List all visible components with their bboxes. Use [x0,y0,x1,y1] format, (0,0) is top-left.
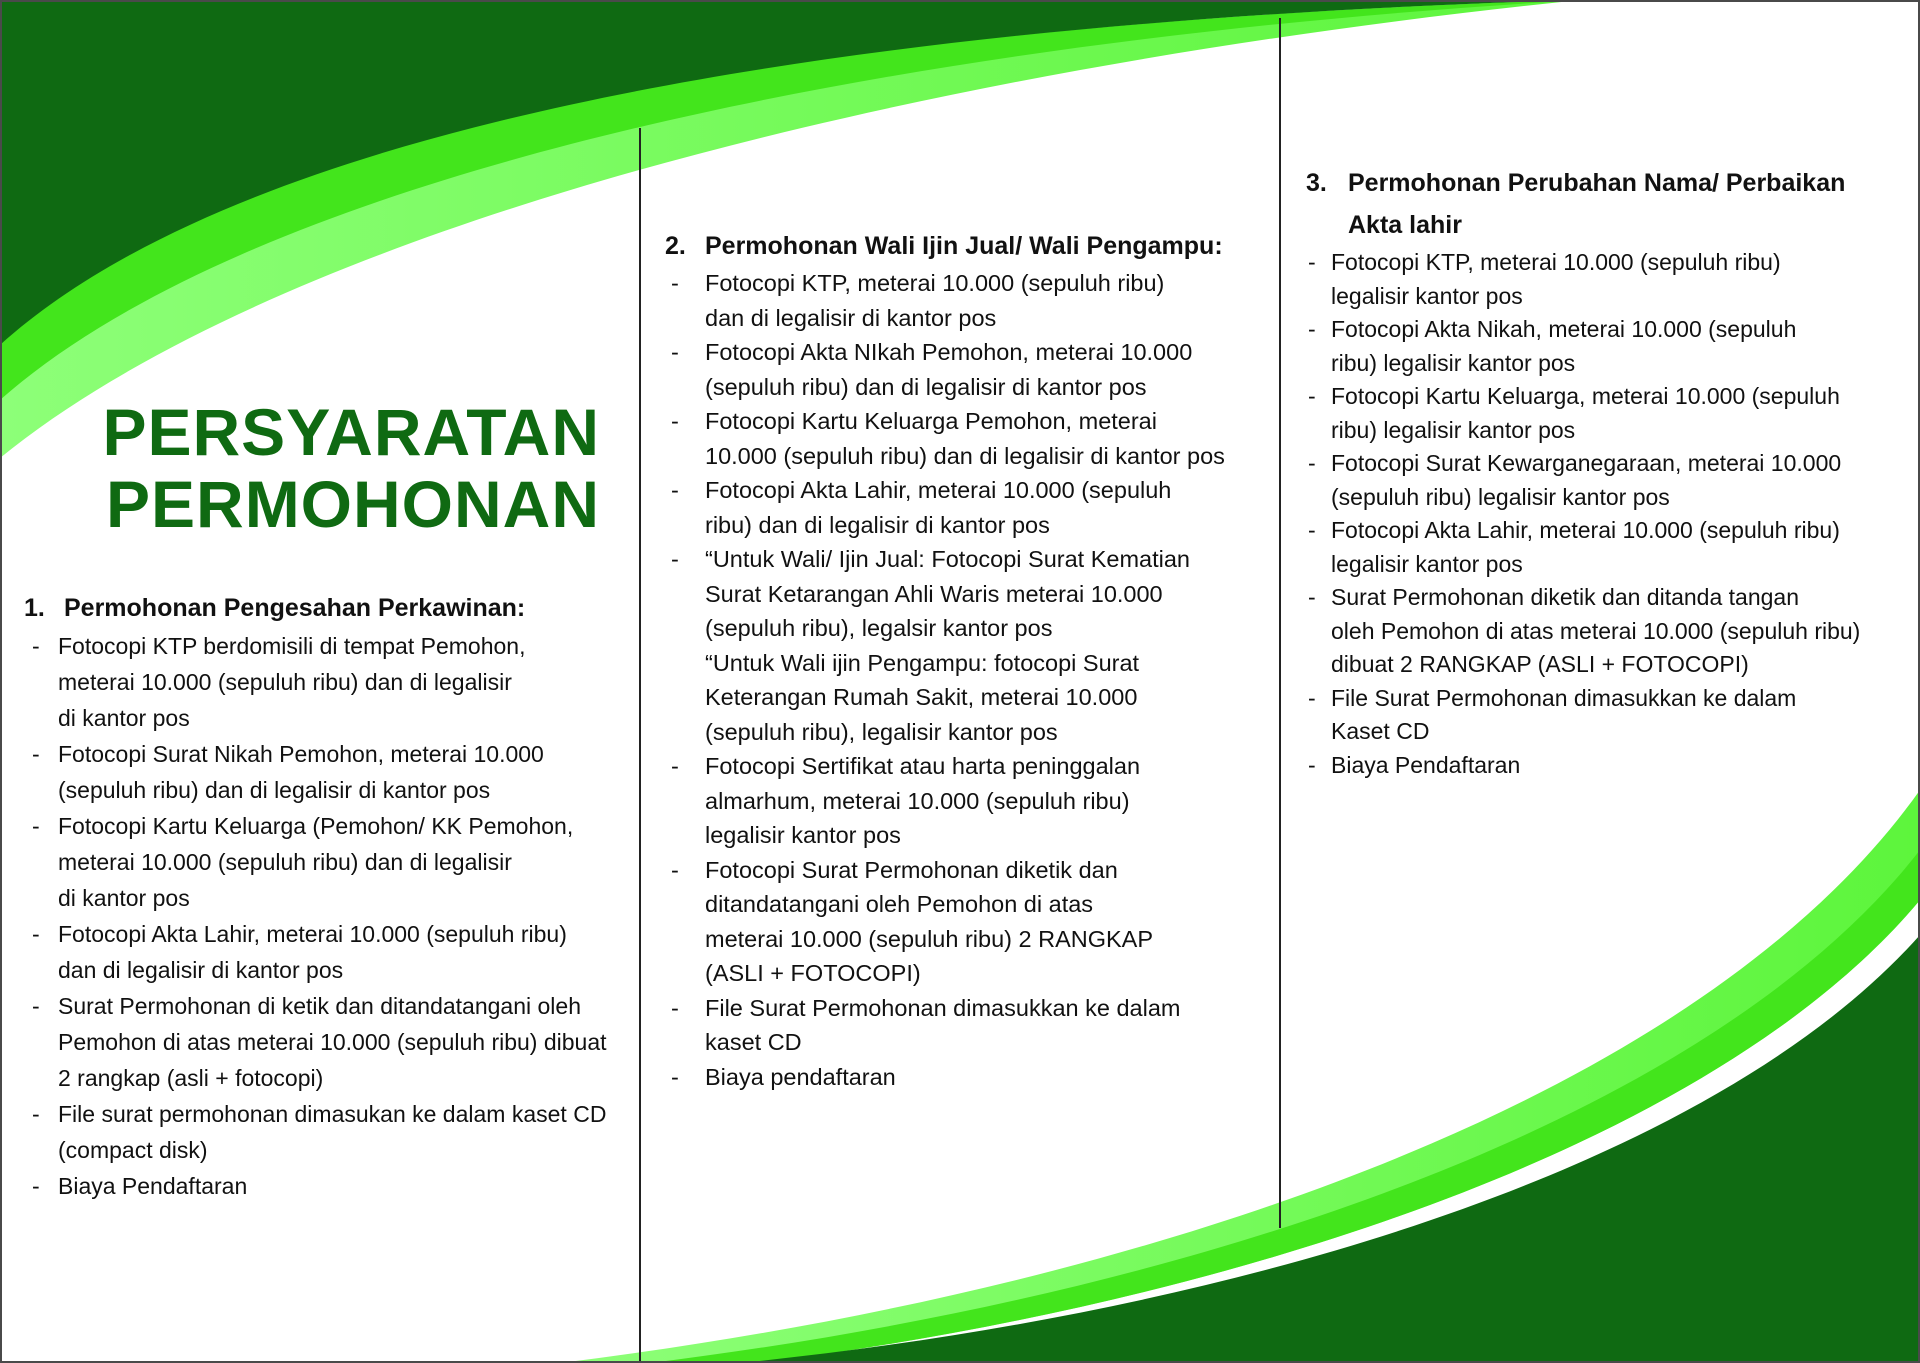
bullet-dash: - [1308,383,1316,409]
bullet-dash: - [671,1063,679,1090]
requirement-text-line: (sepuluh ribu) dan di legalisir di kantor pos [58,777,491,803]
requirement-text-line: di kantor pos [58,705,190,731]
requirement-text-line: meterai 10.000 (sepuluh ribu) dan di legalisir [58,669,512,695]
requirement-text-line: File surat permohonan dimasukan ke dalam kaset CD [58,1101,607,1127]
requirement-text-line: dan di legalisir di kantor pos [705,304,997,331]
requirement-text-line: Fotocopi Akta Lahir, meterai 10.000 (sepuluh [705,477,1172,503]
requirement-text-line: Kaset CD [1331,718,1430,744]
requirement-text-line: Surat Ketarangan Ahli Waris meterai 10.000 [705,580,1163,607]
requirement-text-line: File Surat Permohonan dimasukkan ke dalam [705,994,1181,1021]
requirement-text-line: (sepuluh ribu), legalsir kantor pos [705,615,1053,641]
bullet-dash: - [671,994,679,1021]
requirement-text-line: ribu) legalisir kantor pos [1331,349,1576,376]
requirement-text-line: Fotocopi Surat Permohonan diketik dan [705,856,1118,883]
section-heading-line: Akta lahir [1348,211,1462,239]
section-heading [24,590,624,626]
requirement-item [665,335,1275,404]
requirement-text-line: “Untuk Wali ijin Pengampu: fotocopi Surat [705,649,1140,676]
requirement-text-line: Biaya Pendaftaran [58,1173,248,1199]
bullet-dash: - [1308,584,1316,610]
requirement-text-line: Keterangan Rumah Sakit, meterai 10.000 [705,684,1138,710]
bullet-dash: - [671,546,679,572]
requirement-item [1306,447,1906,514]
requirement-text-line: ribu) legalisir kantor pos [1331,416,1576,443]
bullet-dash: - [1308,684,1316,711]
requirement-text-line: legalisir kantor pos [1331,550,1523,577]
bullet-dash: - [671,270,679,296]
requirement-item [1306,581,1906,682]
requirement-text-line: 2 rangkap (asli + fotocopi) [58,1065,324,1091]
bullet-dash: - [32,813,40,839]
requirement-text-line: Fotocopi Kartu Keluarga, meterai 10.000 (sepuluh [1331,383,1840,409]
bullet-dash: - [32,1173,40,1199]
requirement-text-line: Biaya Pendaftaran [1331,751,1521,778]
requirement-item [24,628,624,736]
requirement-text-line: ditandatangani oleh Pemohon di atas [705,891,1094,917]
bullet-dash: - [32,633,40,659]
requirement-text-line: kaset CD [705,1029,802,1055]
requirement-text-line: Fotocopi Akta Nikah, meterai 10.000 (sepuluh [1331,316,1797,342]
requirement-item [1306,749,1906,783]
requirement-text-line: legalisir kantor pos [705,822,901,848]
bullet-dash: - [671,408,679,434]
bullet-dash: - [671,856,679,883]
requirement-text-line: oleh Pemohon di atas meterai 10.000 (sepuluh ribu) [1331,617,1861,644]
requirement-item [665,404,1275,473]
requirement-item [1306,246,1906,313]
requirement-text-line: dan di legalisir di kantor pos [58,957,344,983]
requirement-item [24,1168,624,1204]
requirement-text-line: Biaya pendaftaran [705,1063,896,1090]
bullet-dash: - [671,477,679,503]
requirement-text-line: Fotocopi KTP, meterai 10.000 (sepuluh ribu) [705,270,1165,296]
title-line-1: PERSYARATAN [102,395,600,469]
bullet-dash: - [32,741,40,767]
requirement-text-line: Fotocopi Surat Nikah Pemohon, meterai 10.000 [58,741,544,767]
requirement-text-line: Fotocopi Akta NIkah Pemohon, meterai 10.000 [705,339,1193,365]
requirement-item [1306,514,1906,581]
page-title [60,396,600,540]
bullet-dash: - [1308,249,1316,275]
section-heading [665,228,1275,264]
requirement-text-line: meterai 10.000 (sepuluh ribu) dan di legalisir [58,849,512,875]
requirement-item [24,988,624,1096]
requirement-text-line: Fotocopi KTP berdomisili di tempat Pemohon, [58,633,526,659]
section-heading [1306,162,1906,246]
requirement-text-line: Fotocopi Sertifikat atau harta peninggalan [705,753,1141,779]
requirement-text-line: (sepuluh ribu) legalisir kantor pos [1331,483,1670,510]
requirement-text-line: (compact disk) [58,1137,208,1163]
requirement-text-line: Fotocopi KTP, meterai 10.000 (sepuluh ribu) [1331,249,1781,275]
requirement-item [665,749,1275,853]
requirement-text-line: legalisir kantor pos [1331,282,1523,309]
bullet-dash: - [1308,316,1316,342]
requirement-text-line: Fotocopi Akta Lahir, meterai 10.000 (sepuluh ribu) [1331,517,1840,543]
requirement-item [665,853,1275,991]
requirement-text-line: ribu) dan di legalisir di kantor pos [705,511,1050,538]
requirement-text-line: 10.000 (sepuluh ribu) dan di legalisir di kantor pos [705,442,1225,469]
requirement-text-line: Fotocopi Akta Lahir, meterai 10.000 (sepuluh ribu) [58,921,567,947]
requirement-text-line: Surat Permohonan di ketik dan ditandatangani oleh [58,993,581,1019]
bullet-dash: - [32,993,40,1019]
section-number: 3. [1306,169,1327,197]
column-divider-1 [639,128,641,1363]
requirement-item [665,991,1275,1060]
requirement-item [665,266,1275,335]
bullet-dash: - [671,753,679,779]
requirement-text-line: Fotocopi Kartu Keluarga (Pemohon/ KK Pemohon, [58,813,574,839]
requirement-text-line: File Surat Permohonan dimasukkan ke dalam [1331,684,1797,711]
requirement-text-line: meterai 10.000 (sepuluh ribu) 2 RANGKAP [705,925,1154,952]
requirement-item [24,1096,624,1168]
section-heading-line: Permohonan Perubahan Nama/ Perbaikan [1348,169,1846,197]
requirement-item [665,1060,1275,1095]
section-2-wali-ijin-jual [665,228,1275,1094]
requirement-item [24,808,624,916]
section-heading-line: Permohonan Pengesahan Perkawinan: [64,594,526,622]
bullet-dash: - [671,339,679,365]
requirement-text-line: Surat Permohonan diketik dan ditanda tangan [1331,584,1799,610]
requirement-item [665,542,1275,749]
section-number: 1. [24,594,45,622]
requirement-text-line: (ASLI + FOTOCOPI) [705,960,921,986]
title-line-2: PERMOHONAN [105,467,600,541]
requirement-text-line: Fotocopi Surat Kewarganegaraan, meterai 10.000 [1331,450,1842,476]
bullet-dash: - [32,1101,40,1127]
requirement-text-line: “Untuk Wali/ Ijin Jual: Fotocopi Surat Kematian [705,546,1190,572]
requirement-text-line: (sepuluh ribu), legalisir kantor pos [705,718,1058,745]
requirement-text-line: Pemohon di atas meterai 10.000 (sepuluh ribu) dibuat [58,1029,607,1055]
requirement-item [24,916,624,988]
requirement-text-line: di kantor pos [58,885,190,911]
requirement-item [24,736,624,808]
bullet-dash: - [1308,751,1316,778]
requirement-item [665,473,1275,542]
bullet-dash: - [32,921,40,947]
bullet-dash: - [1308,517,1316,543]
section-3-perubahan-nama [1306,162,1906,782]
requirement-text-line: (sepuluh ribu) dan di legalisir di kantor pos [705,373,1147,400]
requirement-text-line: almarhum, meterai 10.000 (sepuluh ribu) [705,787,1130,814]
section-number: 2. [665,232,686,260]
requirement-item [1306,313,1906,380]
requirement-text-line: dibuat 2 RANGKAP (ASLI + FOTOCOPI) [1331,651,1749,677]
section-heading-line: Permohonan Wali Ijin Jual/ Wali Pengampu: [705,232,1223,260]
requirement-text-line: Fotocopi Kartu Keluarga Pemohon, meterai [705,408,1157,434]
section-1-pengesahan-perkawinan [24,590,624,1204]
requirement-item [1306,380,1906,447]
bullet-dash: - [1308,450,1316,476]
column-divider-2 [1279,18,1281,1228]
requirement-item [1306,682,1906,749]
